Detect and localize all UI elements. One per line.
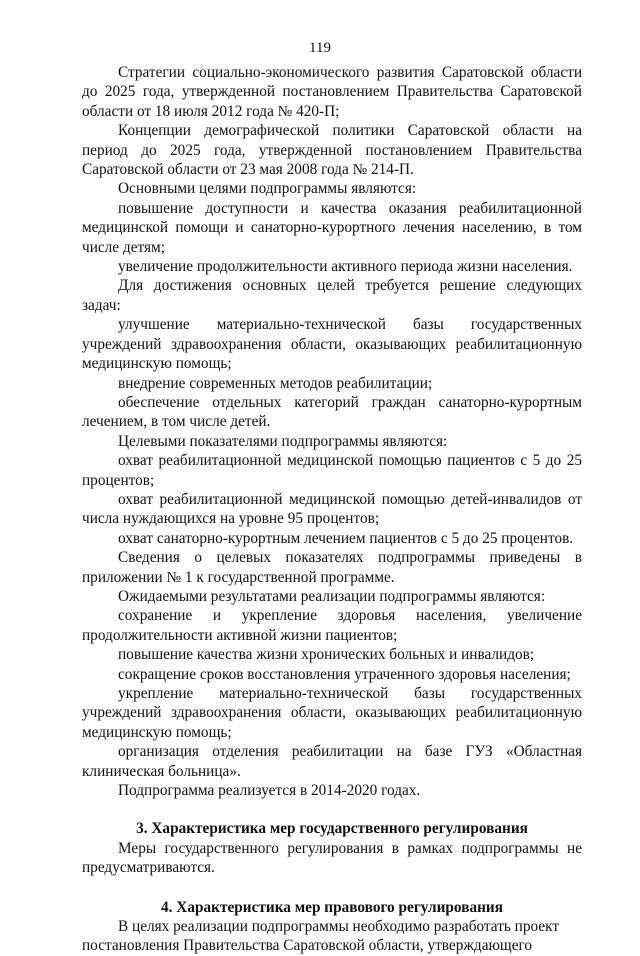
paragraph: увеличение продолжительности активного периода жизни населения. bbox=[118, 258, 573, 276]
paragraph: организация отделения реабилитации на базе ГУЗ «Областная клиническая больница». bbox=[82, 743, 582, 780]
paragraph: Целевыми показателями подпрограммы являются: bbox=[118, 432, 448, 450]
page-number: 119 bbox=[309, 40, 331, 56]
section-gap bbox=[82, 878, 582, 898]
paragraph: сокращение сроков восстановления утраченного здоровья населения; bbox=[118, 665, 571, 683]
paragraph: Сведения о целевых показателях подпрограммы приведены в приложении № 1 к государственной программе. bbox=[82, 549, 582, 586]
paragraph: Основными целями подпрограммы являются: bbox=[118, 180, 417, 198]
paragraph: улучшение материально-технической базы государственных учреждений здравоохранения области, оказывающих реабилитационную медицинскую помощь; bbox=[82, 316, 582, 373]
paragraph: охват реабилитационной медицинской помощью пациентов с 5 до 25 процентов; bbox=[82, 452, 582, 489]
section4-text: В целях реализации подпрограммы необходимо разработать проект постановления Правительства Саратовской области, утверждающего bbox=[82, 918, 560, 955]
page-content bbox=[82, 63, 582, 956]
paragraph: Стратегии социально-экономического развития Саратовской области до 2025 года, утвержденной постановлением Правительства Саратовской области от 18 июля 2012 года № 420-П; bbox=[82, 64, 582, 120]
paragraph: Концепции демографической политики Саратовской области на период до 2025 года, утвержденной постановлением Правительства Саратовской области от 23 мая 2008 года № 214-П. bbox=[82, 122, 582, 179]
paragraph: охват санаторно-курортным лечением пациентов с 5 до 25 процентов. bbox=[118, 529, 574, 547]
paragraph: Ожидаемыми результатами реализации подпрограммы являются: bbox=[118, 587, 546, 605]
section-gap bbox=[82, 800, 582, 819]
paragraph: внедрение современных методов реабилитации; bbox=[118, 374, 433, 392]
paragraph: укрепление материально-технической базы государственных учреждений здравоохранения области, оказывающих реабилитационную медицинскую помощь; bbox=[82, 685, 582, 741]
paragraph: сохранение и укрепление здоровья населения, увеличение продолжительности активной жизни пациентов; bbox=[82, 607, 582, 644]
paragraph: Подпрограмма реализуется в 2014-2020 годах. bbox=[118, 782, 421, 800]
section3-text: Меры государственного регулирования в рамках подпрограммы не предусматриваются. bbox=[82, 839, 582, 877]
paragraph: Для достижения основных целей требуется решение следующих задач: bbox=[82, 277, 582, 314]
section4-heading: 4. Характеристика мер правового регулирования bbox=[160, 898, 504, 916]
section3-heading: 3. Характеристика мер государственного регулирования bbox=[136, 820, 528, 838]
paragraph: повышение доступности и качества оказания реабилитационной медицинской помощи и санаторно-курортного лечения населению, в том числе детям; bbox=[82, 199, 582, 256]
paragraph: обеспечение отдельных категорий граждан санаторно-курортным лечением, в том числе детей. bbox=[82, 393, 582, 431]
paragraph: охват реабилитационной медицинской помощью детей-инвалидов от числа нуждающихся на уровне 95 процентов; bbox=[82, 490, 582, 528]
paragraph: повышение качества жизни хронических больных и инвалидов; bbox=[118, 646, 535, 664]
